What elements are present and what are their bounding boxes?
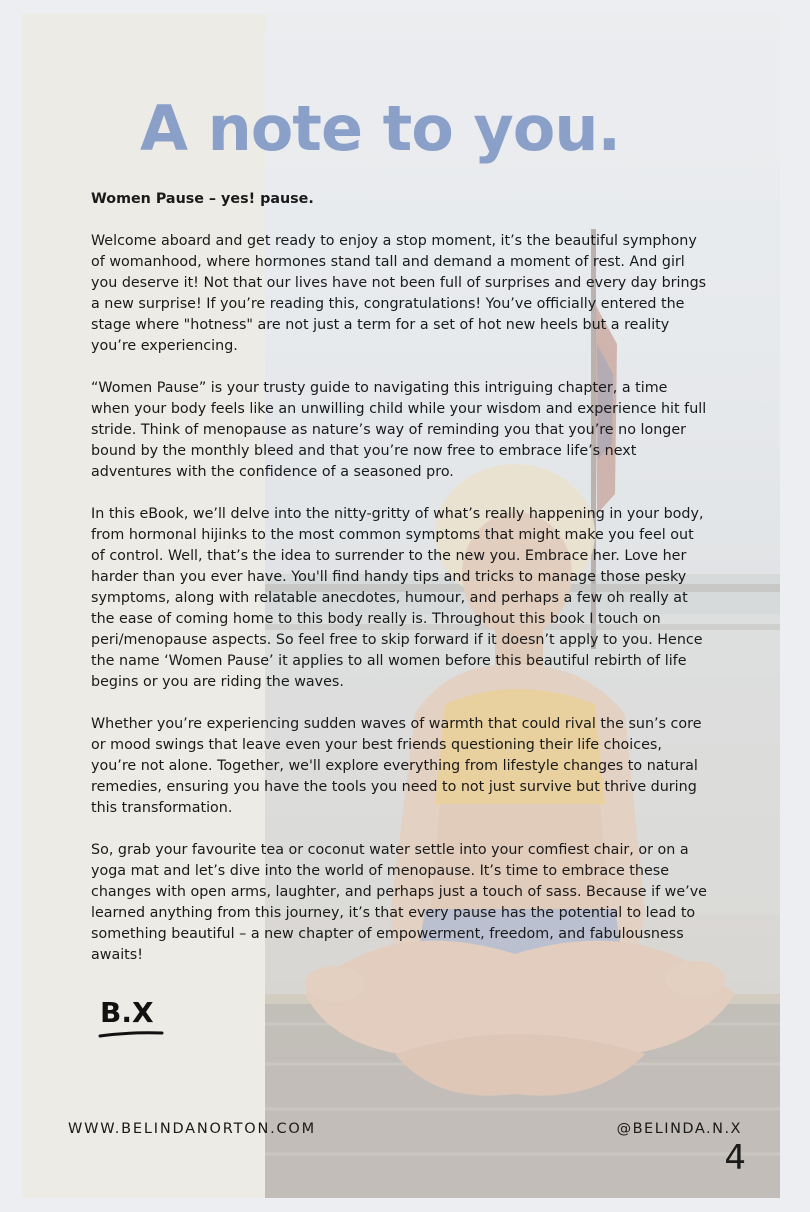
ebook-page: [22, 14, 780, 1198]
paragraph: “Women Pause” is your trusty guide to navigating this intriguing chapter, a time when your body feels like an unwilling child while your wisdom and experience hit full stride. Think of menopause as nature’s way of reminding you that you’re no longer bound by the monthly bleed and that you’re now free to embrace life’s next adventures with the confidence of a seasoned pro.: [91, 380, 707, 480]
paragraph: Whether you’re experiencing sudden waves of warmth that could rival the sun’s core or mood swings that leave even your best friends questioning their life choices, you’re not alone. Together, we'll explore everything from lifestyle changes to natural remedies, ensuring you have the tools you need to not just survive but thrive during this transformation.: [91, 716, 702, 816]
note-body: [91, 189, 709, 987]
signature-bx: [98, 992, 168, 1040]
website-link[interactable]: WWW.BELINDANORTON.COM: [68, 1121, 316, 1137]
paragraph: So, grab your favourite tea or coconut water settle into your comfiest chair, or on a yoga mat and let’s dive into the world of menopause. It’s time to embrace these changes with open arms, laughter, and perhaps just a touch of sass. Because if we’ve learned anything from this journey, it’s that every pause has the potential to lead to something beautiful – a new chapter of empowerment, freedom, and fabulousness awaits!: [91, 842, 707, 963]
page-number: 4: [724, 1138, 746, 1178]
signature-text: B.X: [100, 996, 154, 1029]
paragraph: Welcome aboard and get ready to enjoy a stop moment, it’s the beautiful symphony of womanhood, where hormones stand tall and demand a moment of rest. And girl you deserve it! Not that our lives have not been full of surprises and every day brings a new surprise! If you’re reading this, congratulations! You’ve officially entered the stage where "hotness" are not just a term for a set of hot new heels but a reality you’re experiencing.: [91, 233, 707, 354]
subtitle-line: Women Pause – yes! pause.: [91, 191, 314, 207]
page-title: A note to you.: [140, 92, 621, 165]
paragraph: In this eBook, we’ll delve into the nitty-gritty of what’s really happening in your body, from hormonal hijinks to the most common symptoms that might make you feel out of control. Well, that’s the idea to surrender to the new you. Embrace her. Love her harder than you ever have. You'll find handy tips and tricks to manage those pesky symptoms, along with relatable anecdotes, humour, and perhaps a few oh really at the ease of coming home to this body really is. Throughout this book I touch on peri/menopause aspects. So feel free to skip forward if it doesn’t apply to you. Hence the name ‘Women Pause’ it applies to all women before this beautiful rebirth of life begins or you are riding the waves.: [91, 506, 704, 690]
social-handle[interactable]: @BELINDA.N.X: [616, 1121, 742, 1137]
